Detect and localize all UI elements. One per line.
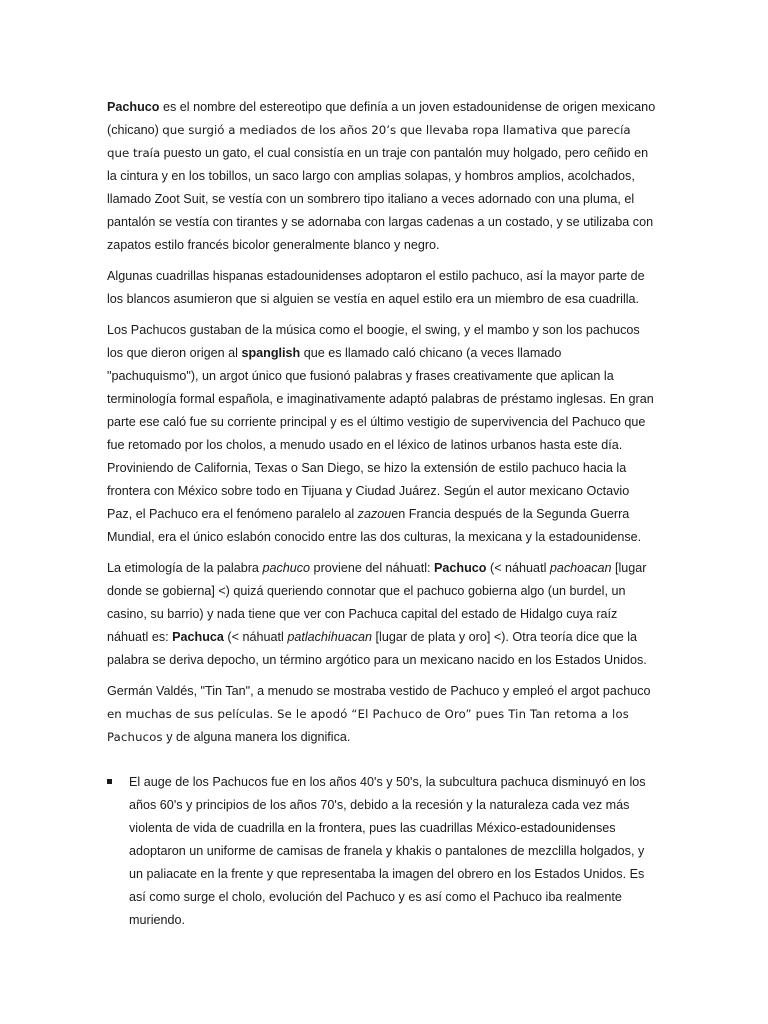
term-bold: Pachuca bbox=[172, 630, 224, 644]
bullet-list bbox=[107, 771, 656, 932]
paragraph-text: y de alguna manera los dignifica. bbox=[162, 730, 351, 744]
paragraph-text: Germán Valdés, "Tin Tan", a menudo se mostraba vestido de Pachuco y empleó el argot pachuco bbox=[107, 684, 651, 698]
paragraph-text: Se le apodó “El Pachuco de Oro” pues Tin Tan retoma a los Pachucos bbox=[107, 707, 630, 744]
term-bold: Pachuco bbox=[434, 561, 487, 575]
paragraph-text: proviene del náhuatl: bbox=[310, 561, 434, 575]
paragraph-text: puesto un gato, el cual consistía en un traje con pantalón muy holgado, pero ceñido en la cintura y en los tobillos, un saco largo con amplias solapas, y hombros amplios, acolchados, llamado Zoot Suit, se vestía con un sombrero tipo italiano a veces adornado con una pluma, el pantalón se vestía con tirantes y se adornaba con largas cadenas a un costado, y se utilizaba con zapatos estilo francés bicolor generalmente blanco y negro. bbox=[107, 146, 654, 252]
paragraph-text: es el nombre del estereotipo que definía a un joven estadounidense de origen mexicano (chicano) bbox=[107, 100, 656, 137]
paragraph-definition bbox=[107, 96, 656, 257]
paragraph-etimologia bbox=[107, 557, 656, 672]
list-item-text: El auge de los Pachucos fue en los años 40's y 50's, la subcultura pachuca disminuyó en los años 60's y principios de los años 70's, debido a la recesión y la naturaleza cada vez más violenta de vida de cuadrilla en la frontera, pues las cuadrillas México-estadounidenses adoptaron un uniforme de camisas de franela y khakis o pantalones de mezclilla holgados, y un paliacate en la frente y que representaba la imagen del obrero en los Estados Unidos. Es así como surge el cholo, evolución del Pachuco y es así como el Pachuco iba realmente muriendo. bbox=[129, 775, 646, 927]
paragraph-text: en Francia después de la Segunda Guerra Mundial, era el único eslabón conocido entre las dos culturas, la mexicana y la estadounidense. bbox=[107, 507, 642, 544]
paragraph-text: La etimología de la palabra bbox=[107, 561, 263, 575]
paragraph-text: en muchas de sus películas. bbox=[107, 707, 274, 721]
paragraph-text: Los Pachucos gustaban de la música como el boogie, el swing, y el mambo y son los pachucos los que dieron origen al bbox=[107, 323, 640, 360]
paragraph-cuadrillas: Algunas cuadrillas hispanas estadounidenses adoptaron el estilo pachuco, así la mayor parte de los blancos asumieron que si alguien se vestía en aquel estilo era un miembro de esa cuadrilla. bbox=[107, 269, 645, 306]
paragraph-text: [lugar de plata y oro] <). Otra teoría dice que la palabra se deriva depocho, un término argótico para un mexicano nacido en los Estados Unidos. bbox=[107, 630, 647, 667]
term-pachuco: Pachuco bbox=[107, 100, 160, 114]
paragraph-tin-tan bbox=[107, 680, 656, 749]
paragraph-text: que surgió a mediados de los años 20’s que llevaba ropa llamativa que parecía que traía bbox=[107, 123, 631, 160]
term-italic: pachuco bbox=[262, 561, 311, 575]
paragraph-text: (< náhuatl bbox=[486, 561, 550, 575]
paragraph-musica bbox=[107, 319, 656, 549]
term-zazou: zazou bbox=[357, 507, 392, 521]
bullet-square-icon bbox=[107, 779, 112, 784]
term-italic: pachoacan bbox=[549, 561, 612, 575]
paragraph-text: [lugar donde se gobierna] <) quizá queriendo connotar que el pachuco gobierna algo (un burdel, un casino, su barrio) y nada tiene que ver con Pachuca capital del estado de Hidalgo cuya raíz náhuatl es: bbox=[107, 561, 647, 644]
list-item bbox=[107, 771, 656, 932]
paragraph-text: (< náhuatl bbox=[223, 630, 288, 644]
term-spanglish: spanglish bbox=[241, 346, 301, 360]
term-italic: patlachihuacan bbox=[287, 630, 373, 644]
paragraph-text: que es llamado caló chicano (a veces llamado "pachuquismo"), un argot único que fusionó palabras y frases creativamente que aplican la terminología formal española, e imaginativamente adaptó palabras de préstamo inglesas. En gran parte ese caló fue su corriente principal y es el último vestigio de supervivencia del Pachuco que fue retomado por los cholos, a menudo usado en el léxico de latinos urbanos hasta este día. Proviniendo de California, Texas o San Diego, se hizo la extensión de estilo pachuco hacia la frontera con México sobre todo en Tijuana y Ciudad Juárez. Según el autor mexicano Octavio Paz, el Pachuco era el fenómeno paralelo al bbox=[107, 346, 654, 521]
